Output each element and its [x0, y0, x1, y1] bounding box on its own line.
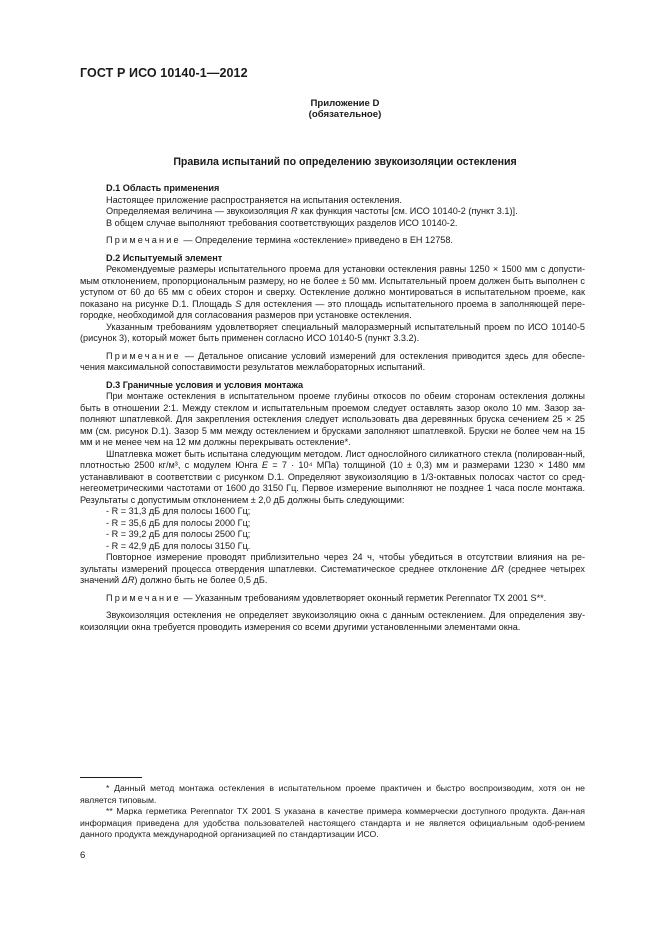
paragraph: Настоящее приложение распространяется на испытания остекления. [106, 194, 402, 205]
note: Примечание — Детальное описание условий измерений для остекления приводится здесь для обеспе-чения максимальной сопоставимости результатов межлабораторных испытаний. [80, 350, 585, 372]
section-d2-heading: D.2 Испытуемый элемент [106, 252, 223, 263]
result-item: - R = 42,9 дБ для полосы 3150 Гц. [106, 540, 251, 551]
footnote: ** Марка герметика Perennator TX 2001 S указана в качестве примера коммерчески доступного продукта. Дан-ная информация приведена для удобства пользователей настоящего стандарта и не является официальным одоб-рением данного продукта международной организацией по стандартизации ИСО. [80, 806, 585, 839]
note: Примечание — Определение термина «остекление» приведено в ЕН 12758. [106, 235, 453, 245]
paragraph: Указанным требованиям удовлетворяет специальный малоразмерный испытательный проем по ИСО 10140-5 (рисунок 3), который может быть применен согласно ИСО 10140-5 (пункт 3.3.2). [80, 321, 585, 343]
annex-status: (обязательное) [308, 109, 382, 120]
paragraph: Рекомендуемые размеры испытательного проема для установки остекления равны 1250 × 1500 мм с допусти-мым отклонением, пропорциональным размеру, но не более ± 50 мм. Испытательный проем должен быть выполнен с уступом от 60 до 65 мм с обеих сторон и сверху. Остекление должно монтироваться в испытательном проеме, как показано на рисунке D.1. Площадь S для остекления — это площадь испытательного проема в заполняющей пере-городке, необходимой для согласования размеров при установке остекления. [80, 264, 585, 320]
note: Примечание — Указанным требованиям удовлетворяет оконный герметик Perennator TX 2001 S**. [106, 592, 547, 603]
document-code: ГОСТ Р ИСО 10140-1—2012 [80, 66, 248, 80]
page-number: 6 [80, 850, 86, 861]
section-d1-heading: D.1 Область применения [106, 183, 220, 193]
page-title: Правила испытаний по определению звукоизоляции остекления [173, 156, 517, 168]
paragraph: Определяемая величина — звукоизоляция R как функция частоты [см. ИСО 10140-2 (пункт 3.1)]. [106, 206, 518, 216]
result-item: - R = 35,6 дБ для полосы 2000 Гц; [106, 517, 251, 528]
paragraph: Шпатлевка может быть испытана следующим методом. Лист однослойного силикатного стекла (полирован-ный, плотностью 2500 кг/м³, с модулем Юнга E = 7 · 10⁴ МПа) толщиной (10 ± 0,3) мм и размерами 1230 × 1480 мм устанавливают в соответствии с рисунком D.1. Определяют звукоизоляцию в 1/3-октавных полосах частот со сред-негеометрическими частотами от 1600 до 3150 Гц. Первое измерение выполняют не позднее 1 часа после монтажа. Результаты с допустимым отклонением ± 2,0 дБ должны быть следующими: [80, 448, 585, 505]
annex-label: Приложение D [310, 98, 380, 109]
paragraph: При монтаже остекления в испытательном проеме глубины откосов по обеим сторонам остекления должны быть в отношении 2:1. Между стеклом и испытательным проемом следует оставлять зазор около 10 мм. Зазор за-полняют шпатлевкой. Для закрепления остекления следует использовать два деревянных бруска сечением 25 × 25 мм (см. рисунок D.1). Зазор 5 мм между остеклением и брусками заполняют шпатлевкой. Бруски не более чем на 15 мм и не менее чем на 12 мм должны перекрывать остекление*. [80, 391, 585, 447]
paragraph: Повторное измерение проводят приблизительно через 24 ч, чтобы убедиться в отсутствии влияния на ре-зультаты измерений процесса отвердения шпатлевки. Систематическое среднее отклонение ΔR (среднее четырех значений ΔR) должно быть не более 0,5 дБ. [80, 552, 585, 585]
footnote: * Данный метод монтажа остекления в испытательном проеме практичен и быстро воспроизводим, хотя он не является типовым. [80, 783, 585, 805]
footnotes [80, 783, 585, 841]
footnote-divider [80, 777, 142, 778]
body-text [80, 183, 585, 633]
result-item: - R = 31,3 дБ для полосы 1600 Гц; [106, 506, 251, 516]
section-d3-heading: D.3 Граничные условия и условия монтажа [106, 379, 304, 390]
paragraph: В общем случае выполняют требования соответствующих разделов ИСО 10140-2. [106, 217, 458, 228]
result-item: - R = 39,2 дБ для полосы 2500 Гц; [106, 529, 251, 539]
paragraph: Звукоизоляция остекления не определяет звукоизоляцию окна с данным остеклением. Для определения зву-коизоляции окна требуется проводить измерения со всеми другими установленными элементами окна. [80, 610, 585, 632]
